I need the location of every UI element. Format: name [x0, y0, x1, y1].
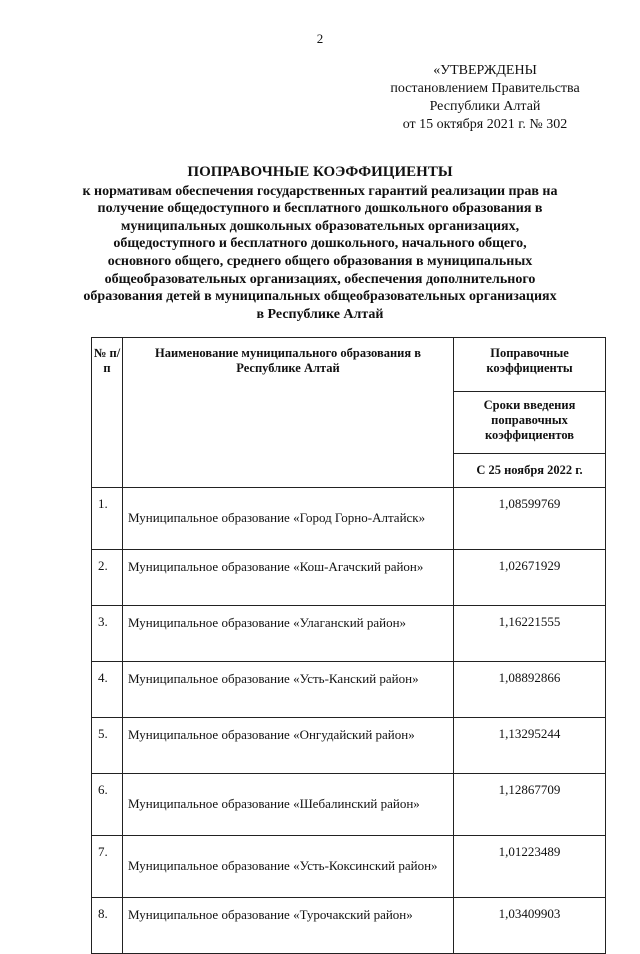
row-value: 1,13295244 [454, 718, 606, 774]
title-line: общеобразовательных организациях, обеспечения дополнительного [104, 271, 536, 287]
header-terms: Сроки введения поправочных коэффициентов [454, 392, 606, 454]
row-value: 1,08599769 [454, 488, 606, 550]
title-line: основного общего, среднего общего образования в муниципальных [107, 253, 533, 269]
row-value: 1,16221555 [454, 606, 606, 662]
approval-line: «УТВЕРЖДЕНЫ [433, 63, 537, 78]
row-number: 8. [92, 898, 123, 954]
row-name: Муниципальное образование «Усть-Канский район» [128, 671, 419, 686]
page-number: 2 [316, 31, 324, 46]
title-line: в Республике Алтай [256, 306, 384, 322]
row-name: Муниципальное образование «Город Горно-Алтайск» [128, 510, 426, 525]
title-main: ПОПРАВОЧНЫЕ КОЭФФИЦИЕНТЫ [187, 164, 453, 180]
row-name: Муниципальное образование «Онгудайский район» [128, 727, 415, 742]
row-value: 1,01223489 [454, 836, 606, 898]
approval-line: Республики Алтай [429, 99, 541, 114]
row-value: 1,08892866 [454, 662, 606, 718]
table-row [92, 606, 606, 662]
table-row [92, 662, 606, 718]
approval-stamp [360, 62, 610, 134]
row-number: 3. [92, 606, 123, 662]
approval-line: постановлением Правительства [390, 81, 580, 96]
table-row [92, 898, 606, 954]
header-name: Наименование муниципального образования в Республике Алтай [123, 338, 454, 488]
title-line: общедоступного и бесплатного дошкольного, начального общего, [113, 236, 527, 252]
row-number: 4. [92, 662, 123, 718]
row-number: 5. [92, 718, 123, 774]
header-date: С 25 ноября 2022 г. [454, 454, 606, 488]
header-number: № п/п [92, 338, 123, 488]
table-row [92, 718, 606, 774]
header-coefficients: Поправочные коэффициенты [454, 338, 606, 392]
table-row [92, 836, 606, 898]
table-row [92, 488, 606, 550]
row-name: Муниципальное образование «Турочакский район» [128, 907, 413, 922]
document-title [60, 164, 580, 323]
row-value: 1,02671929 [454, 550, 606, 606]
title-line: образования детей в муниципальных общеобразовательных организациях [83, 289, 557, 305]
approval-line: от 15 октября 2021 г. № 302 [402, 117, 568, 132]
row-name: Муниципальное образование «Усть-Коксинский район» [128, 858, 438, 873]
row-name: Муниципальное образование «Улаганский район» [128, 615, 407, 630]
row-name: Муниципальное образование «Шебалинский район» [128, 796, 420, 811]
title-line: к нормативам обеспечения государственных гарантий реализации прав на [82, 183, 558, 199]
title-line: получение общедоступного и бесплатного дошкольного образования в [97, 201, 543, 217]
coefficients-table [91, 337, 606, 954]
row-value: 1,03409903 [454, 898, 606, 954]
title-line: муниципальных дошкольных образовательных организациях, [120, 218, 520, 234]
table-row [92, 774, 606, 836]
row-value: 1,12867709 [454, 774, 606, 836]
row-name: Муниципальное образование «Кош-Агачский район» [128, 559, 424, 574]
row-number: 6. [92, 774, 123, 836]
row-number: 2. [92, 550, 123, 606]
row-number: 7. [92, 836, 123, 898]
row-number: 1. [92, 488, 123, 550]
table-row [92, 550, 606, 606]
